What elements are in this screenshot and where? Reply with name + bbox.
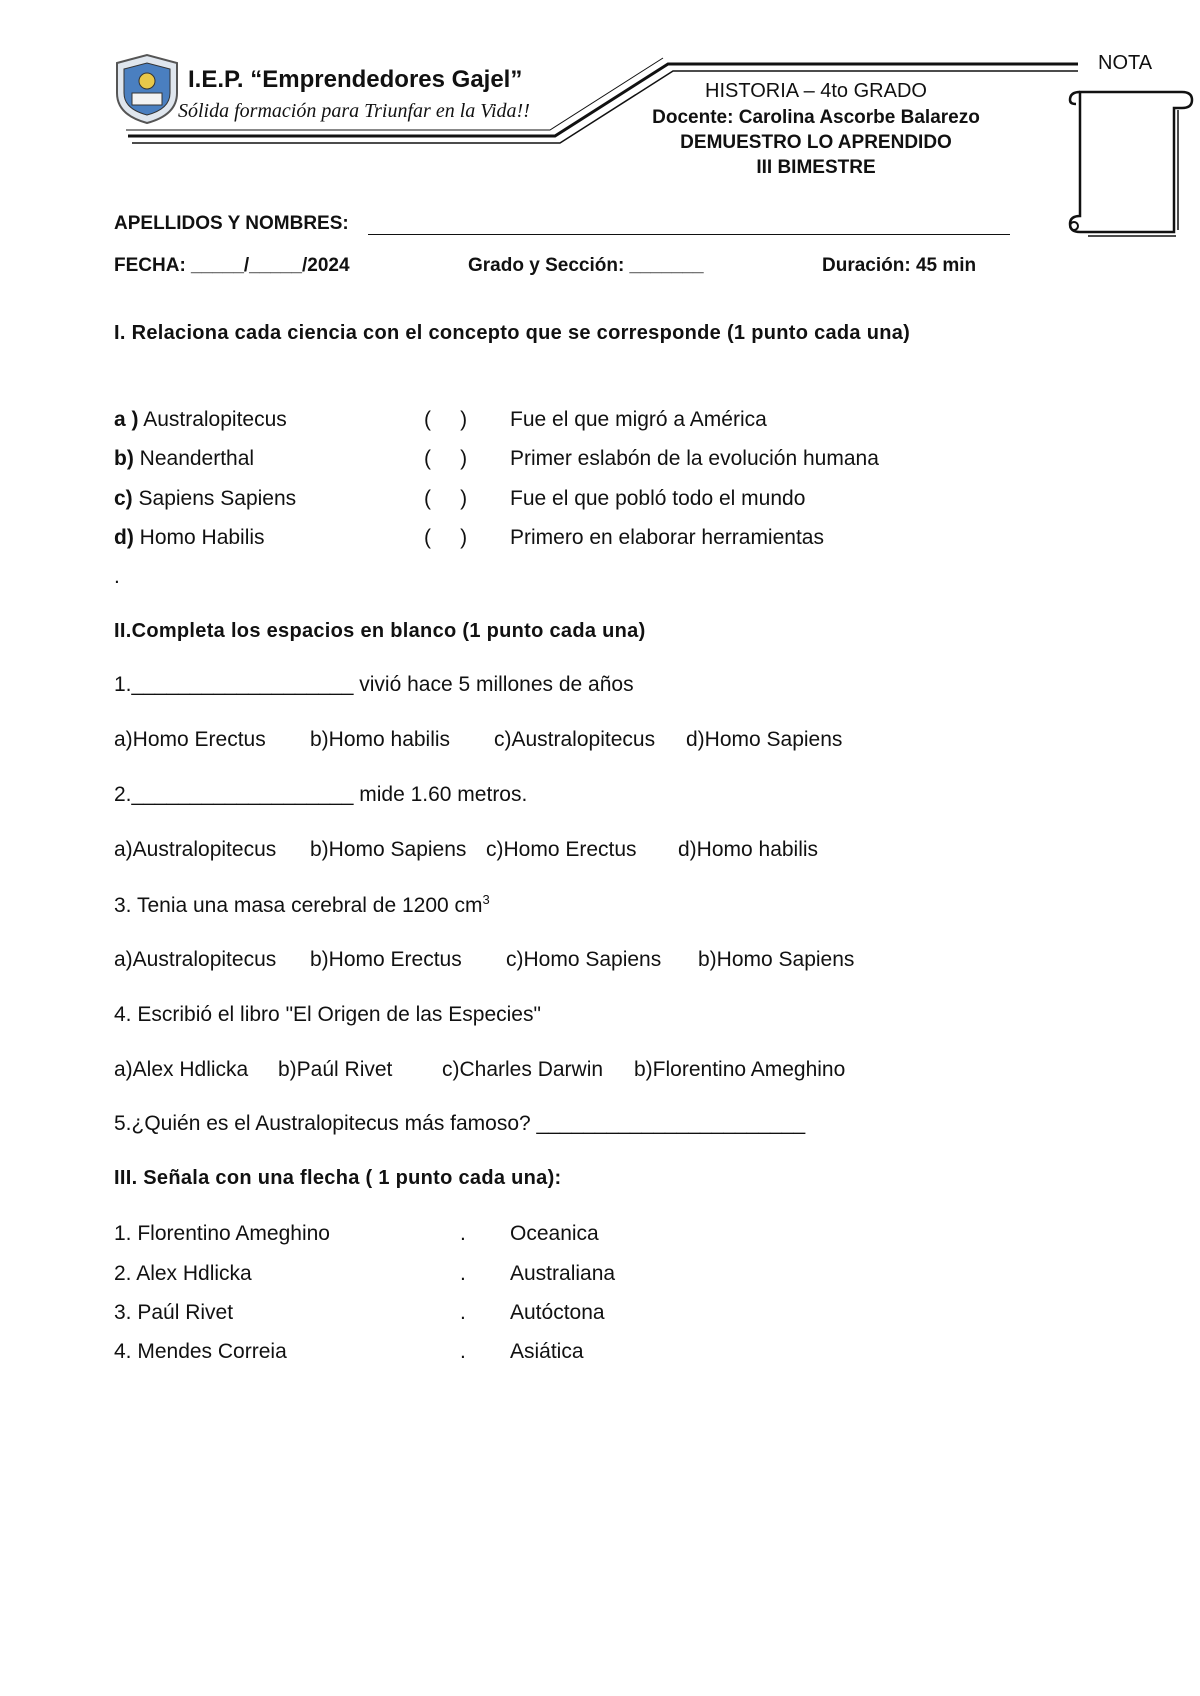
section3-right[interactable]: Australiana: [510, 1262, 616, 1285]
q2-option[interactable]: a)Australopitecus: [114, 838, 277, 861]
q1-option[interactable]: c)Australopitecus: [494, 728, 656, 751]
section1-blank[interactable]: ( ): [424, 526, 468, 549]
section1-concept: Primero en elaborar herramientas: [510, 526, 824, 549]
section2-title: II.Completa los espacios en blanco (1 punto cada una): [114, 620, 646, 642]
q2-option[interactable]: d)Homo habilis: [678, 838, 819, 861]
section3-left[interactable]: 3. Paúl Rivet: [114, 1301, 234, 1324]
school-name: I.E.P. “Emprendedores Gajel”: [188, 66, 523, 93]
q1-option[interactable]: d)Homo Sapiens: [686, 728, 843, 751]
section1-term: a ) Australopitecus: [114, 408, 287, 431]
q1-option[interactable]: a)Homo Erectus: [114, 728, 266, 751]
question-1[interactable]: 1.___________________ vivió hace 5 millones de años: [114, 673, 634, 696]
grade-box-label: NOTA: [1098, 52, 1153, 74]
duration-label: Duración: 45 min: [822, 255, 977, 276]
section1-blank[interactable]: ( ): [424, 447, 468, 470]
section1-dot: .: [114, 565, 120, 588]
section1-term: d) Homo Habilis: [114, 526, 265, 549]
section3-right[interactable]: Asiática: [510, 1340, 584, 1363]
q3-option[interactable]: b)Homo Erectus: [310, 948, 462, 971]
section3-dot[interactable]: .: [460, 1222, 466, 1245]
school-motto: Sólida formación para Triunfar en la Vida!!: [178, 100, 530, 122]
term-title: III BIMESTRE: [756, 157, 876, 178]
teacher-name: Docente: Carolina Ascorbe Balarezo: [652, 107, 980, 128]
section1-concept: Fue el que pobló todo el mundo: [510, 487, 806, 510]
q4-option[interactable]: c)Charles Darwin: [442, 1058, 604, 1081]
section3-dot[interactable]: .: [460, 1301, 466, 1324]
q3-option[interactable]: b)Homo Sapiens: [698, 948, 855, 971]
names-input-line[interactable]: [368, 234, 1010, 235]
section1-term: c) Sapiens Sapiens: [114, 487, 297, 510]
section1-concept: Primer eslabón de la evolución humana: [510, 447, 879, 470]
q4-option[interactable]: b)Paúl Rivet: [278, 1058, 393, 1081]
section1-term: b) Neanderthal: [114, 447, 255, 470]
q2-option[interactable]: b)Homo Sapiens: [310, 838, 467, 861]
section3-title: III. Señala con una flecha ( 1 punto cada una):: [114, 1167, 562, 1189]
assessment-title: DEMUESTRO LO APRENDIDO: [680, 132, 952, 153]
section1-title: I. Relaciona cada ciencia con el concepto que se corresponde (1 punto cada una): [114, 322, 911, 344]
section3-right[interactable]: Autóctona: [510, 1301, 605, 1324]
section1-concept: Fue el que migró a América: [510, 408, 767, 431]
subject-title: HISTORIA – 4to GRADO: [705, 80, 927, 102]
section3-left[interactable]: 4. Mendes Correia: [114, 1340, 287, 1363]
q3-option[interactable]: c)Homo Sapiens: [506, 948, 662, 971]
date-field[interactable]: FECHA: _____/_____/2024: [114, 255, 350, 276]
section3-right[interactable]: Oceanica: [510, 1222, 599, 1245]
school-logo: [112, 55, 182, 125]
question-4: 4. Escribió el libro "El Origen de las Especies": [114, 1003, 541, 1026]
section3-dot[interactable]: .: [460, 1340, 466, 1363]
names-label: APELLIDOS Y NOMBRES:: [114, 213, 349, 234]
q2-option[interactable]: c)Homo Erectus: [486, 838, 637, 861]
question-2[interactable]: 2.___________________ mide 1.60 metros.: [114, 783, 528, 806]
cubic-superscript: 3: [482, 892, 490, 907]
grade-section-field[interactable]: Grado y Sección: _______: [468, 255, 704, 276]
section3-left[interactable]: 1. Florentino Ameghino: [114, 1222, 330, 1245]
section3-dot[interactable]: .: [460, 1262, 466, 1285]
q1-option[interactable]: b)Homo habilis: [310, 728, 451, 751]
q4-option[interactable]: b)Florentino Ameghino: [634, 1058, 846, 1081]
section1-blank[interactable]: ( ): [424, 408, 468, 431]
section3-left[interactable]: 2. Alex Hdlicka: [114, 1262, 252, 1285]
grade-scroll-box: [1058, 80, 1198, 250]
question-5[interactable]: 5.¿Quién es el Australopitecus más famoso? _______________________: [114, 1112, 806, 1135]
section1-blank[interactable]: ( ): [424, 487, 468, 510]
q4-option[interactable]: a)Alex Hdlicka: [114, 1058, 249, 1081]
q3-option[interactable]: a)Australopitecus: [114, 948, 277, 971]
question-3: 3. Tenia una masa cerebral de 1200 $cm^3$: [114, 892, 490, 917]
